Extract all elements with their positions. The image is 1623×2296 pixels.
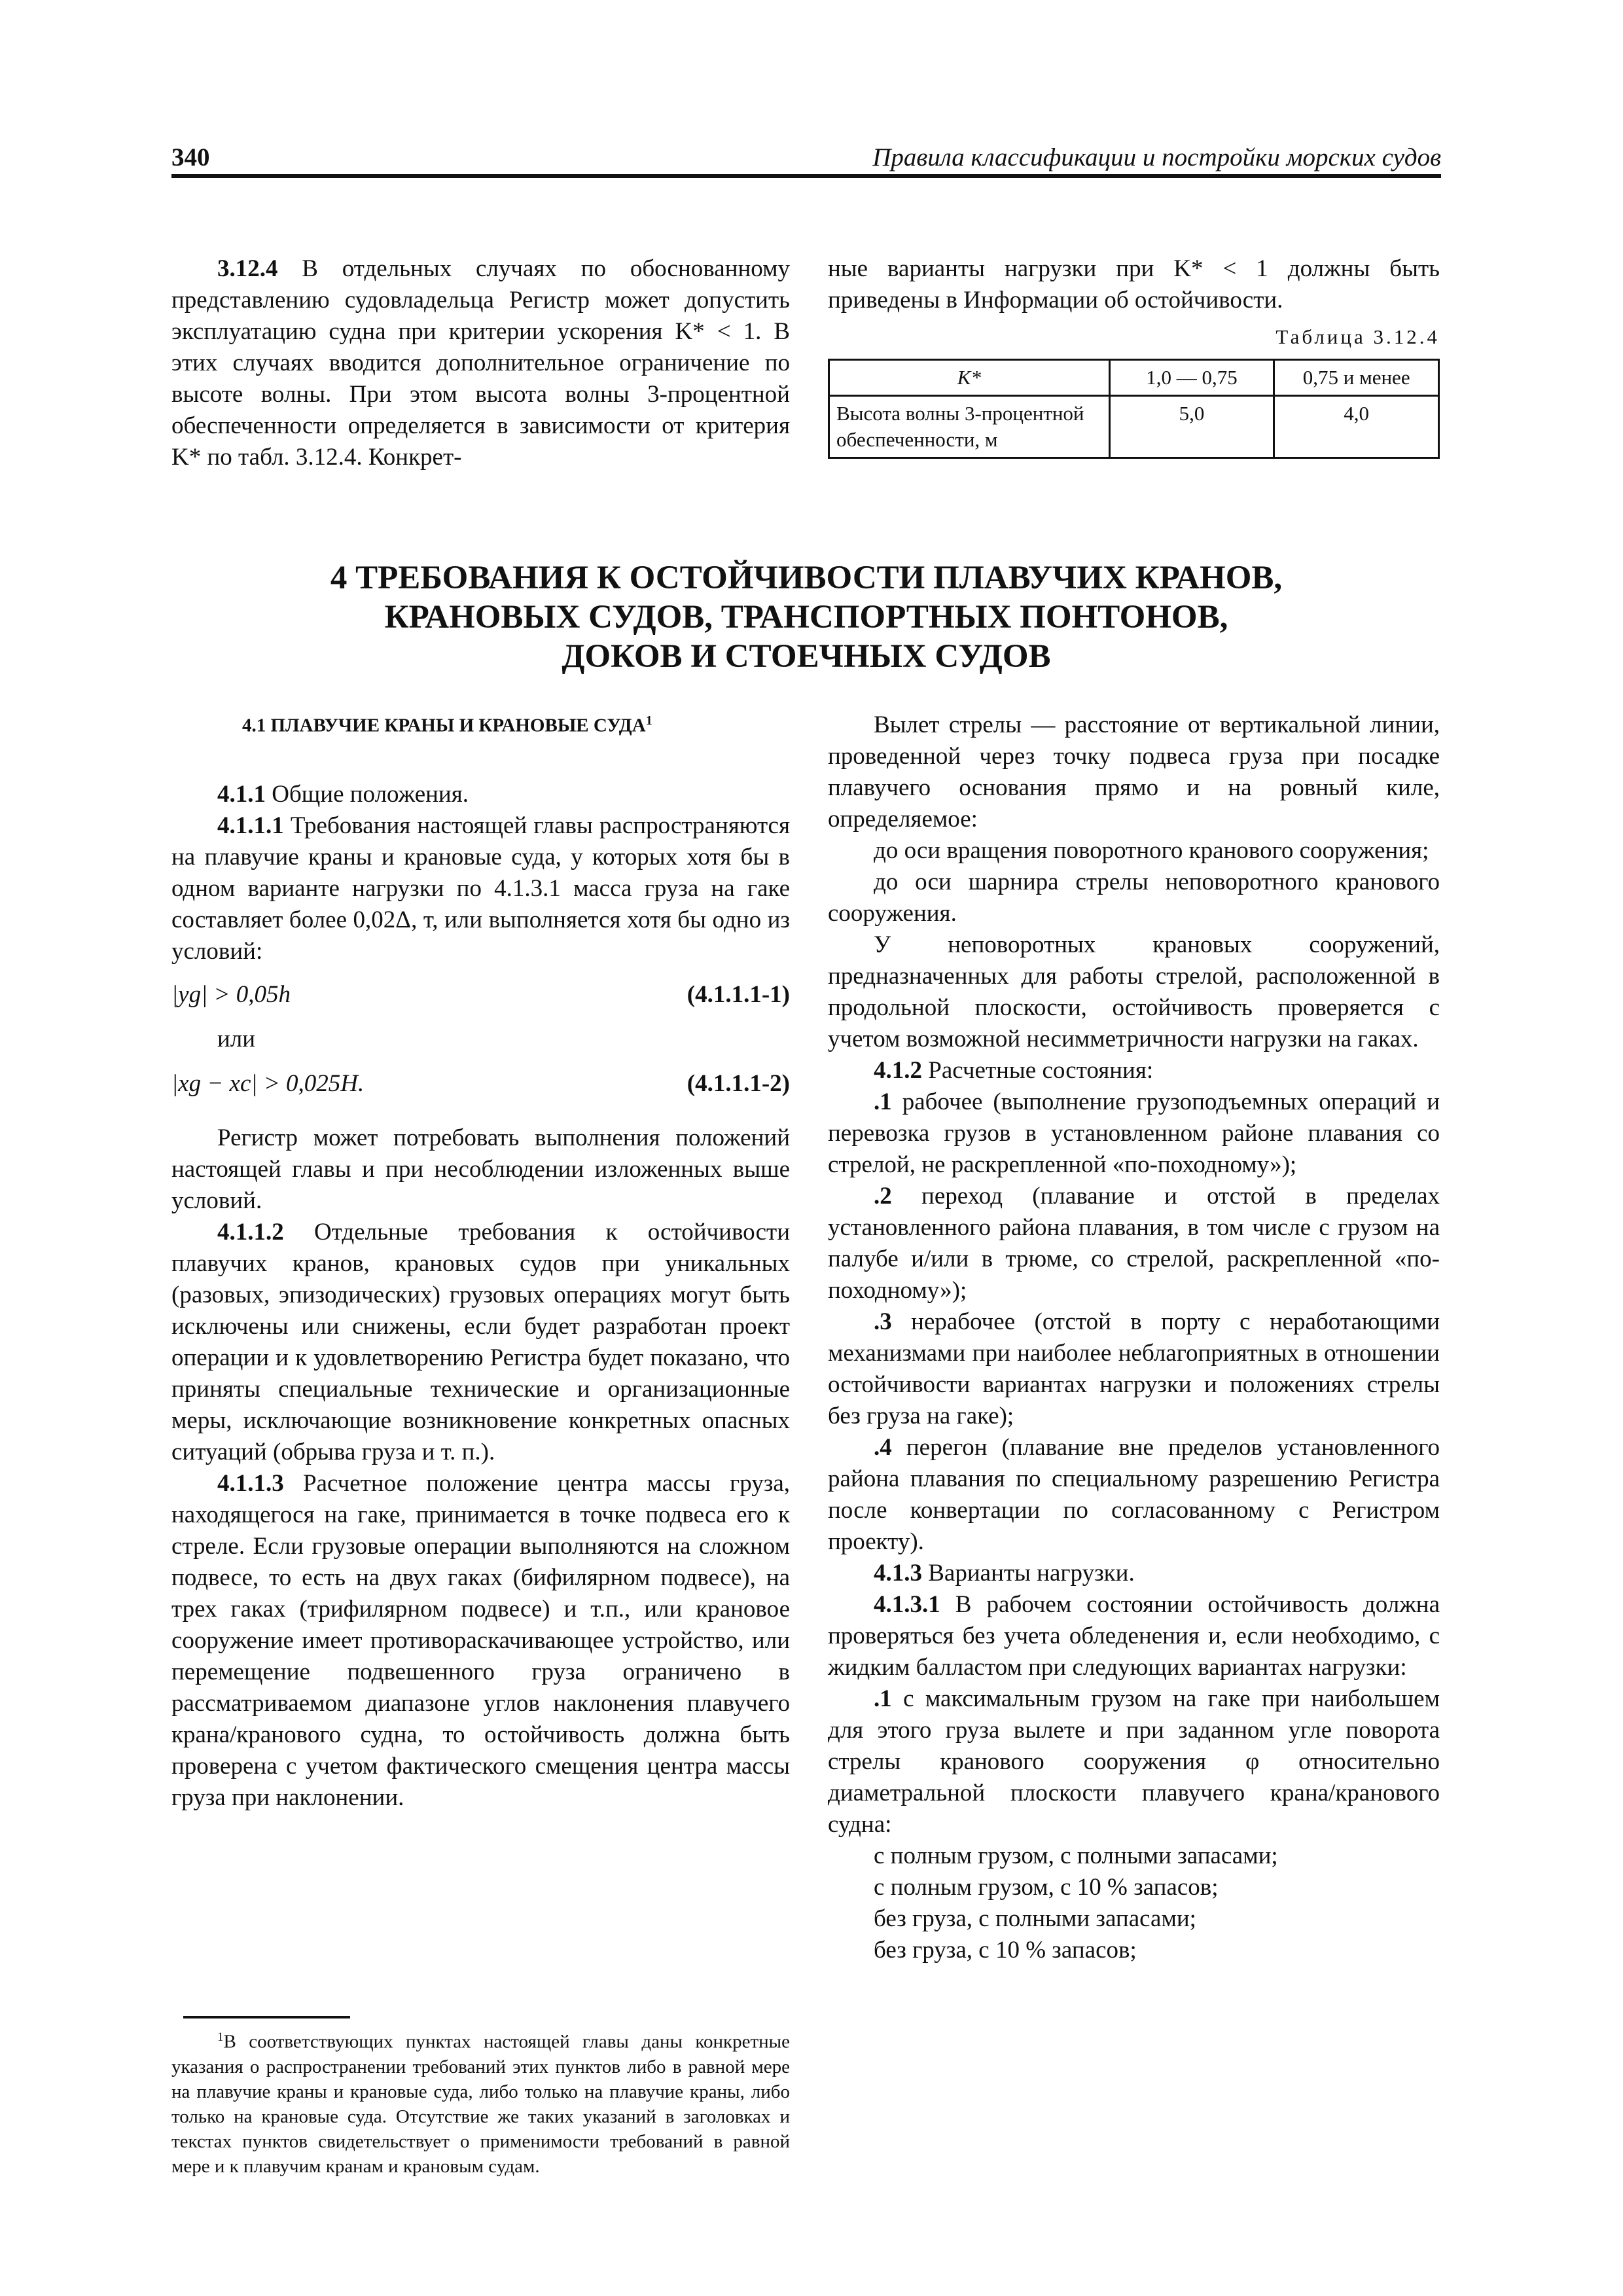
chapter-title-line: ДОКОВ И СТОЕЧНЫХ СУДОВ (562, 638, 1051, 675)
clause-text: до оси шарнира стрелы неповоротного кранового сооружения. (828, 869, 1440, 927)
clause-number: 4.1.1.3 (217, 1470, 284, 1497)
clause-number: 4.1.1.2 (217, 1219, 284, 1246)
item-text: переход (плавание и отстой в пределах установленного района плавания, в том числе с грузом на палубе и/или в трюме, со стрелой, раскрепленной «по-походному»); (828, 1183, 1440, 1304)
item-text: перегон (плавание вне пределов установленного района плавания по специальному разрешению Регистра после конвертации по согласованному с Регистром проекту). (828, 1434, 1440, 1555)
formula-number: (4.1.1.1-1) (687, 981, 790, 1008)
clause-heading: Общие положения. (272, 781, 469, 808)
page-number: 340 (171, 143, 210, 171)
clause-number: 4.1.1 (217, 781, 266, 808)
clause-number: 3.12.4 (217, 255, 278, 282)
table-header-cell: 1,0 — 0,75 (1109, 360, 1274, 396)
table-cell: 4,0 (1274, 396, 1439, 458)
footnote-ref: 1 (645, 713, 652, 728)
clause-text: Требования настоящей главы распространяются на плавучие краны и крановые суда, у которых хотя бы в одном варианте нагрузки по 4.1.3.1 масса груза на гаке составляет более 0,02Δ, т, или выполняется хотя бы одно из условий: (171, 812, 791, 965)
list-item: без груза, с полными запасами; (874, 1905, 1196, 1932)
footnote (171, 2025, 790, 2179)
formula-expression: |xg − xc| > 0,025H. (171, 1070, 365, 1097)
paragraph-3-12-4-cont (828, 253, 1440, 316)
header-rule (171, 174, 1441, 178)
table-header-cell: K* (829, 360, 1110, 396)
clause-heading: Расчетные состояния: (928, 1057, 1154, 1084)
clause-text: до оси вращения поворотного кранового сооружения; (874, 837, 1429, 864)
clause-text: У неповоротных крановых сооружений, предназначенных для работы стрелой, расположенной в продольной плоскости, остойчивость проверяется с учетом возможной несимметричности нагрузки на гаках. (828, 931, 1440, 1052)
table-row (829, 396, 1439, 458)
footnote-rule (183, 2016, 350, 2018)
item-number: .2 (874, 1183, 892, 1210)
right-column (828, 709, 1440, 1966)
list-item: с полным грузом, с 10 % запасов; (874, 1874, 1219, 1901)
formula-number: (4.1.1.1-2) (687, 1070, 790, 1097)
clause-text: В рабочем состоянии остойчивость должна проверяться без учета обледенения и, если необходимо, с жидким балластом при следующих вариантах нагрузки: (828, 1591, 1440, 1681)
chapter-title-line: 4 ТРЕБОВАНИЯ К ОСТОЙЧИВОСТИ ПЛАВУЧИХ КРАНОВ, (330, 560, 1283, 596)
item-text: нерабочее (отстой в порту с неработающими механизмами при наиболее неблагоприятных в отношении остойчивости вариантах нагрузки и положениях стрелы без груза на гаке); (828, 1308, 1440, 1429)
item-number: .1 (874, 1685, 892, 1712)
clause-heading: Варианты нагрузки. (928, 1560, 1135, 1587)
clause-number: 4.1.2 (874, 1057, 922, 1084)
clause-number: 4.1.3 (874, 1560, 922, 1587)
clause-text: Отдельные требования к остойчивости плавучих кранов, крановых судов при уникальных (разовых, эпизодических) грузовых операциях могут быть исключены или снижены, если будет разработан проект операции и к удовлетворению Регистра будет показано, что приняты специальные технические и организационные меры, исключающие возникновение конкретных опасных ситуаций (обрыва груза и т. п.). (171, 1219, 790, 1465)
item-number: .1 (874, 1088, 892, 1115)
continuation-text: ные варианты нагрузки при K* < 1 должны быть приведены в Информации об остойчивости. (828, 255, 1440, 314)
clause-text: Расчетное положение центра массы груза, находящегося на гаке, принимается в точке подвеса его к стреле. Если грузовые операции выполняются на сложном подвесе, то есть на двух гаках (бифилярном подвесе), на трех гаках (трифилярном подвесе) и т.п., или крановое сооружение имеет противораскачивающее устройство, или перемещение подвешенного груза ограничено в рассматриваемом диапазоне углов наклонения плавучего крана/кранового судна, то остойчивость должна быть проверена с учетом фактического смещения центра массы груза при наклонении. (171, 1470, 791, 1811)
formula-expression: |yg| > 0,05h (171, 981, 291, 1008)
table-caption: Таблица 3.12.4 (1275, 325, 1440, 348)
footnote-text: В соответствующих пунктах настоящей главы даны конкретные указания о распространении требований этих пунктов либо в равной мере на плавучие краны и крановые суда, либо только на плавучие краны, либо только на крановые суда. Отсутствие же таких указаний в заголовках и текстах пунктов свидетельствует о применимости требований в равной мере и к плавучим кранам и крановым судам. (171, 2031, 790, 2177)
formula-or: или (217, 1026, 256, 1052)
item-number: .3 (874, 1308, 892, 1335)
item-text: рабочее (выполнение грузоподъемных операций и перевозка грузов в установленном районе плавания со стрелой, не раскрепленной «по-походному»); (828, 1088, 1440, 1178)
clause-number: 4.1.1.1 (217, 812, 284, 839)
list-item: с полным грузом, с полными запасами; (874, 1842, 1278, 1869)
left-column-lower (171, 1122, 790, 1814)
chapter-title-line: КРАНОВЫХ СУДОВ, ТРАНСПОРТНЫХ ПОНТОНОВ, (384, 599, 1228, 636)
footnote-mark: 1 (217, 2030, 224, 2044)
clause-text: Вылет стрелы — расстояние от вертикальной линии, проведенной через точку подвеса груза при посадке плавучего основания прямо и на ровный киле, определяемое: (828, 711, 1440, 833)
left-column (171, 779, 790, 967)
item-number: .4 (874, 1434, 892, 1461)
table-cell: 5,0 (1109, 396, 1274, 458)
page-header (171, 139, 1441, 178)
section-title (242, 713, 652, 737)
section-title-text: 4.1 ПЛАВУЧИЕ КРАНЫ И КРАНОВЫЕ СУДА (242, 715, 646, 736)
clause-text: В отдельных случаях по обоснованному представлению судовладельца Регистр может допустить эксплуатацию судна при критерии ускорения K* < 1. В этих случаях вводится дополнительное ограничение по высоте волны. При этом высота волны 3-процентной обеспеченности определяется в зависимости от критерия K* по табл. 3.12.4. Конкрет- (171, 255, 790, 471)
table-header-row (829, 360, 1439, 396)
clause-number: 4.1.3.1 (874, 1591, 940, 1618)
list-item: без груза, с 10 % запасов; (874, 1937, 1137, 1964)
paragraph-3-12-4 (171, 253, 790, 473)
table-cell: Высота волны 3-процентной обеспеченности, м (829, 396, 1110, 458)
running-title: Правила классификации и постройки морских судов (872, 143, 1441, 171)
chapter-title (171, 558, 1441, 676)
item-text: с максимальным грузом на гаке при наибольшем для этого груза вылете и при заданном угле поворота стрелы кранового сооружения φ относительно диаметральной плоскости плавучего крана/кранового судна: (828, 1685, 1440, 1838)
clause-text: Регистр может потребовать выполнения положений настоящей главы и при несоблюдении изложенных выше условий. (171, 1124, 790, 1214)
table-header-cell: 0,75 и менее (1274, 360, 1439, 396)
wave-height-table (828, 359, 1440, 459)
